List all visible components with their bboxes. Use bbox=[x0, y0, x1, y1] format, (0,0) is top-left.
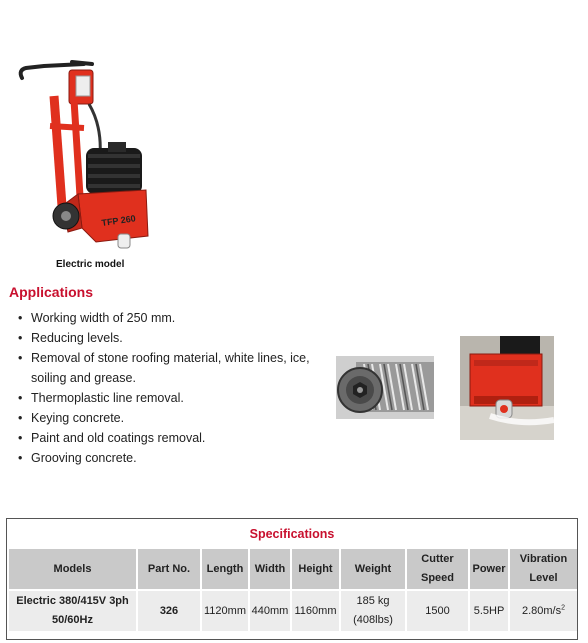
table-header-row bbox=[9, 549, 577, 589]
product-image-electric-model bbox=[14, 56, 154, 256]
list-item: • Paint and old coatings removal. bbox=[12, 428, 322, 448]
list-item: • Working width of 250 mm. bbox=[12, 308, 322, 328]
column-header-length: Length bbox=[202, 549, 248, 589]
cell-part-no: 326 bbox=[138, 591, 200, 631]
column-header-height: Height bbox=[292, 549, 339, 589]
list-item: • Grooving concrete. bbox=[12, 448, 322, 468]
cell-length: 1120mm bbox=[202, 591, 248, 631]
machine-model-label: TFP 260 bbox=[100, 213, 137, 228]
cell-model: Electric 380/415V 3ph 50/60Hz bbox=[9, 591, 136, 631]
vibration-exponent: 2 bbox=[561, 603, 566, 611]
list-item: • Thermoplastic line removal. bbox=[12, 388, 322, 408]
applications-list bbox=[12, 308, 322, 468]
cell-power: 5.5HP bbox=[470, 591, 508, 631]
column-header-vibration-level: Vibration Level bbox=[510, 549, 577, 589]
cell-vibration bbox=[510, 591, 577, 631]
specifications-table bbox=[7, 547, 579, 633]
specifications-panel bbox=[6, 518, 578, 640]
column-header-part-no: Part No. bbox=[138, 549, 200, 589]
cell-height: 1160mm bbox=[292, 591, 339, 631]
weight-lbs: (408lbs) bbox=[353, 614, 393, 626]
cutter-drum-photo bbox=[336, 356, 434, 419]
product-caption: Electric model bbox=[56, 259, 125, 270]
cell-width: 440mm bbox=[250, 591, 290, 631]
column-header-weight: Weight bbox=[341, 549, 405, 589]
column-header-power: Power bbox=[470, 549, 508, 589]
list-item: • Reducing levels. bbox=[12, 328, 322, 348]
machine-front-photo bbox=[460, 336, 554, 440]
vibration-value: 2.80m/s bbox=[521, 604, 562, 617]
cell-cutter-speed: 1500 bbox=[407, 591, 468, 631]
applications-heading: Applications bbox=[9, 284, 94, 300]
specifications-title: Specifications bbox=[249, 527, 335, 541]
column-header-models: Models bbox=[9, 549, 136, 589]
column-header-width: Width bbox=[250, 549, 290, 589]
list-item: • Keying concrete. bbox=[12, 408, 322, 428]
weight-kg: 185 kg bbox=[356, 595, 390, 607]
table-row bbox=[9, 591, 577, 631]
column-header-cutter-speed: Cutter Speed bbox=[407, 549, 468, 589]
list-item: • Removal of stone roofing material, white lines, ice, soiling and grease. bbox=[12, 348, 322, 388]
cell-weight bbox=[341, 591, 405, 631]
